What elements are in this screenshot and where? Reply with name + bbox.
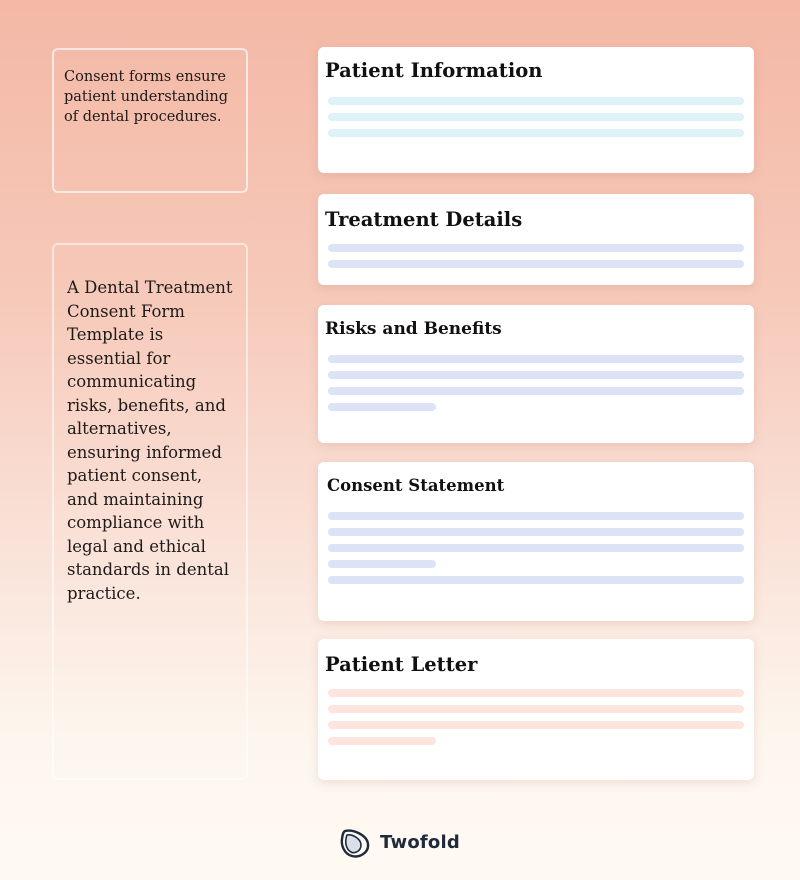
section-card-patient-letter — [318, 639, 754, 780]
summary-text: Consent forms ensure patient understanding of dental procedures. — [64, 69, 229, 125]
placeholder-line — [328, 689, 744, 697]
placeholder-line — [328, 260, 744, 268]
placeholder-line — [328, 129, 744, 137]
placeholder-line — [328, 576, 744, 584]
section-title: Patient Letter — [325, 653, 478, 676]
description-text: A Dental Treatment Consent Form Template is essential for communicating risks, benefits, and alternatives, ensuring informed patient consent, and maintaining compliance with legal and ethical standards in dental practice. — [67, 278, 233, 603]
section-title: Consent Statement — [327, 476, 505, 495]
placeholder-line — [328, 403, 436, 411]
placeholder-line — [328, 371, 744, 379]
brand-name: Twofold — [380, 832, 460, 853]
section-title: Treatment Details — [325, 208, 523, 231]
placeholder-line — [328, 355, 744, 363]
placeholder-line — [328, 560, 436, 568]
placeholder-line — [328, 512, 744, 520]
placeholder-line — [328, 244, 744, 252]
placeholder-line — [328, 97, 744, 105]
description-note — [52, 243, 248, 780]
section-card-treatment-details — [318, 194, 754, 285]
section-card-patient-information — [318, 47, 754, 173]
section-card-risks-benefits — [318, 305, 754, 443]
placeholder-line — [328, 705, 744, 713]
twofold-logo-icon — [339, 827, 371, 859]
section-title: Risks and Benefits — [325, 319, 502, 339]
summary-note — [52, 48, 248, 193]
placeholder-line — [328, 544, 744, 552]
placeholder-line — [328, 721, 744, 729]
placeholder-line — [328, 113, 744, 121]
placeholder-line — [328, 737, 436, 745]
section-card-consent-statement — [318, 462, 754, 621]
placeholder-line — [328, 387, 744, 395]
placeholder-line — [328, 528, 744, 536]
section-title: Patient Information — [325, 59, 543, 82]
